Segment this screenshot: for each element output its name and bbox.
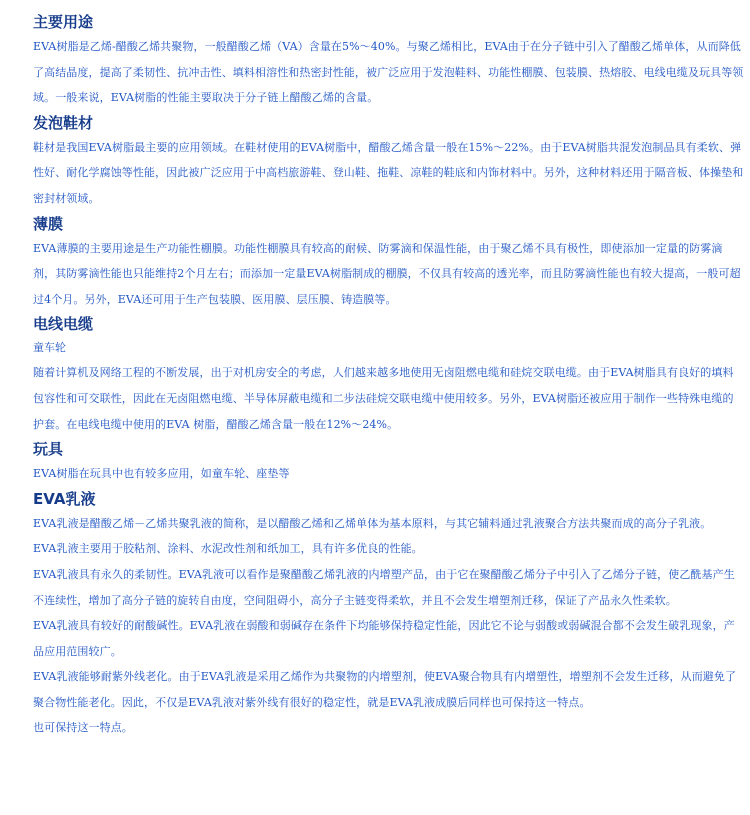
paragraph-wire-cable: 随着计算机及网络工程的不断发展，出于对机房安全的考虑，人们越来越多地使用无卤阻燃电缆和硅烷交联电缆。由于EVA树脂具有良好的填料包容性和可交联性，因此在无卤阻燃电缆、半导体屏蔽电缆和二步法硅烷交联电缆中使用较多。另外，EVA树脂还被应用于制作一些特殊电缆的护套。在电线电缆中使用的EVA 树脂，醋酸乙烯含量一般在12%～24%。: [33, 366, 734, 431]
paragraph-emulsion-uv: EVA乳液能够耐紫外线老化。由于EVA乳液是采用乙烯作为共聚物的内增塑剂，使EVA聚合物具有内增塑性，增塑剂不会发生迁移，从而避免了聚合物性能老化。因此，不仅是EVA乳液对紫外线有很好的稳定性，就是EVA乳液成膜后同样也可保持这一特点。: [33, 670, 737, 709]
subheading-stroller-wheel: 童车轮: [33, 341, 66, 355]
section-heading-eva-emulsion: EVA乳液: [33, 489, 96, 508]
paragraph-emulsion-flexibility: EVA乳液具有永久的柔韧性。EVA乳液可以看作是聚醋酸乙烯乳液的内增塑产品，由于它在聚醋酸乙烯分子中引入了乙烯分子链，使乙酰基产生不连续性，增加了高分子链的旋转自由度，空间阻碍小，高分子主链变得柔软，并且不会发生增塑剂迁移，保证了产品永久性柔软。: [33, 567, 735, 607]
section-heading-wire-cable: 电线电缆: [33, 315, 94, 334]
paragraph-main-uses: EVA树脂是乙烯-醋酸乙烯共聚物，一般醋酸乙烯（VA）含量在5%～40%。与聚乙烯相比，EVA由于在分子链中引入了醋酸乙烯单体，从而降低了高结晶度，提高了柔韧性、抗冲击性、填料相溶性和热密封性能，被广泛应用于发泡鞋料、功能性棚膜、包装膜、热熔胶、电线电缆及玩具等领域。一般来说，EVA树脂的性能主要取决于分子链上醋酸乙烯的含量。: [33, 40, 744, 105]
section-heading-film: 薄膜: [33, 214, 64, 233]
paragraph-toys: EVA树脂在玩具中也有较多应用，如童车轮、座垫等: [33, 467, 290, 481]
paragraph-emulsion-definition: EVA乳液是醋酸乙烯－乙烯共聚乳液的简称，是以醋酸乙烯和乙烯单体为基本原料，与其它辅料通过乳液聚合方法共聚而成的高分子乳液。: [33, 516, 712, 530]
paragraph-emulsion-uses: EVA乳液主要用于胶粘剂、涂料、水泥改性剂和纸加工，具有许多优良的性能。: [33, 542, 423, 556]
paragraph-foam-shoes: 鞋材是我国EVA树脂最主要的应用领域。在鞋材使用的EVA树脂中，醋酸乙烯含量一般在15%～22%。由于EVA树脂共混发泡制品具有柔软、弹性好、耐化学腐蚀等性能，因此被广泛应用于中高档旅游鞋、登山鞋、拖鞋、凉鞋的鞋底和内饰材料中。另外，这种材料还用于隔音板、体操垫和密封材领域。: [33, 140, 744, 205]
section-heading-toys: 玩具: [33, 440, 64, 459]
paragraph-emulsion-acid-alkali: EVA乳液具有较好的耐酸碱性。EVA乳液在弱酸和弱碱存在条件下均能够保持稳定性能，因此它不论与弱酸或弱碱混合都不会发生破乳现象，产品应用范围较广。: [33, 619, 735, 658]
paragraph-film: EVA薄膜的主要用途是生产功能性棚膜。功能性棚膜具有较高的耐候、防雾滴和保温性能，由于聚乙烯不具有极性，即使添加一定量的防雾滴剂，其防雾滴性能也只能维持2个月左右；而添加一定量EVA树脂制成的棚膜，不仅具有较高的透光率，而且防雾滴性能也有较大提高，一般可超过4个月。另外，EVA还可用于生产包装膜、医用膜、层压膜、铸造膜等。: [33, 241, 741, 306]
section-heading-main-uses: 主要用途: [33, 13, 94, 31]
section-heading-foam-shoes: 发泡鞋材: [33, 113, 94, 132]
paragraph-emulsion-trailing: 也可保持这一特点。: [33, 721, 133, 735]
